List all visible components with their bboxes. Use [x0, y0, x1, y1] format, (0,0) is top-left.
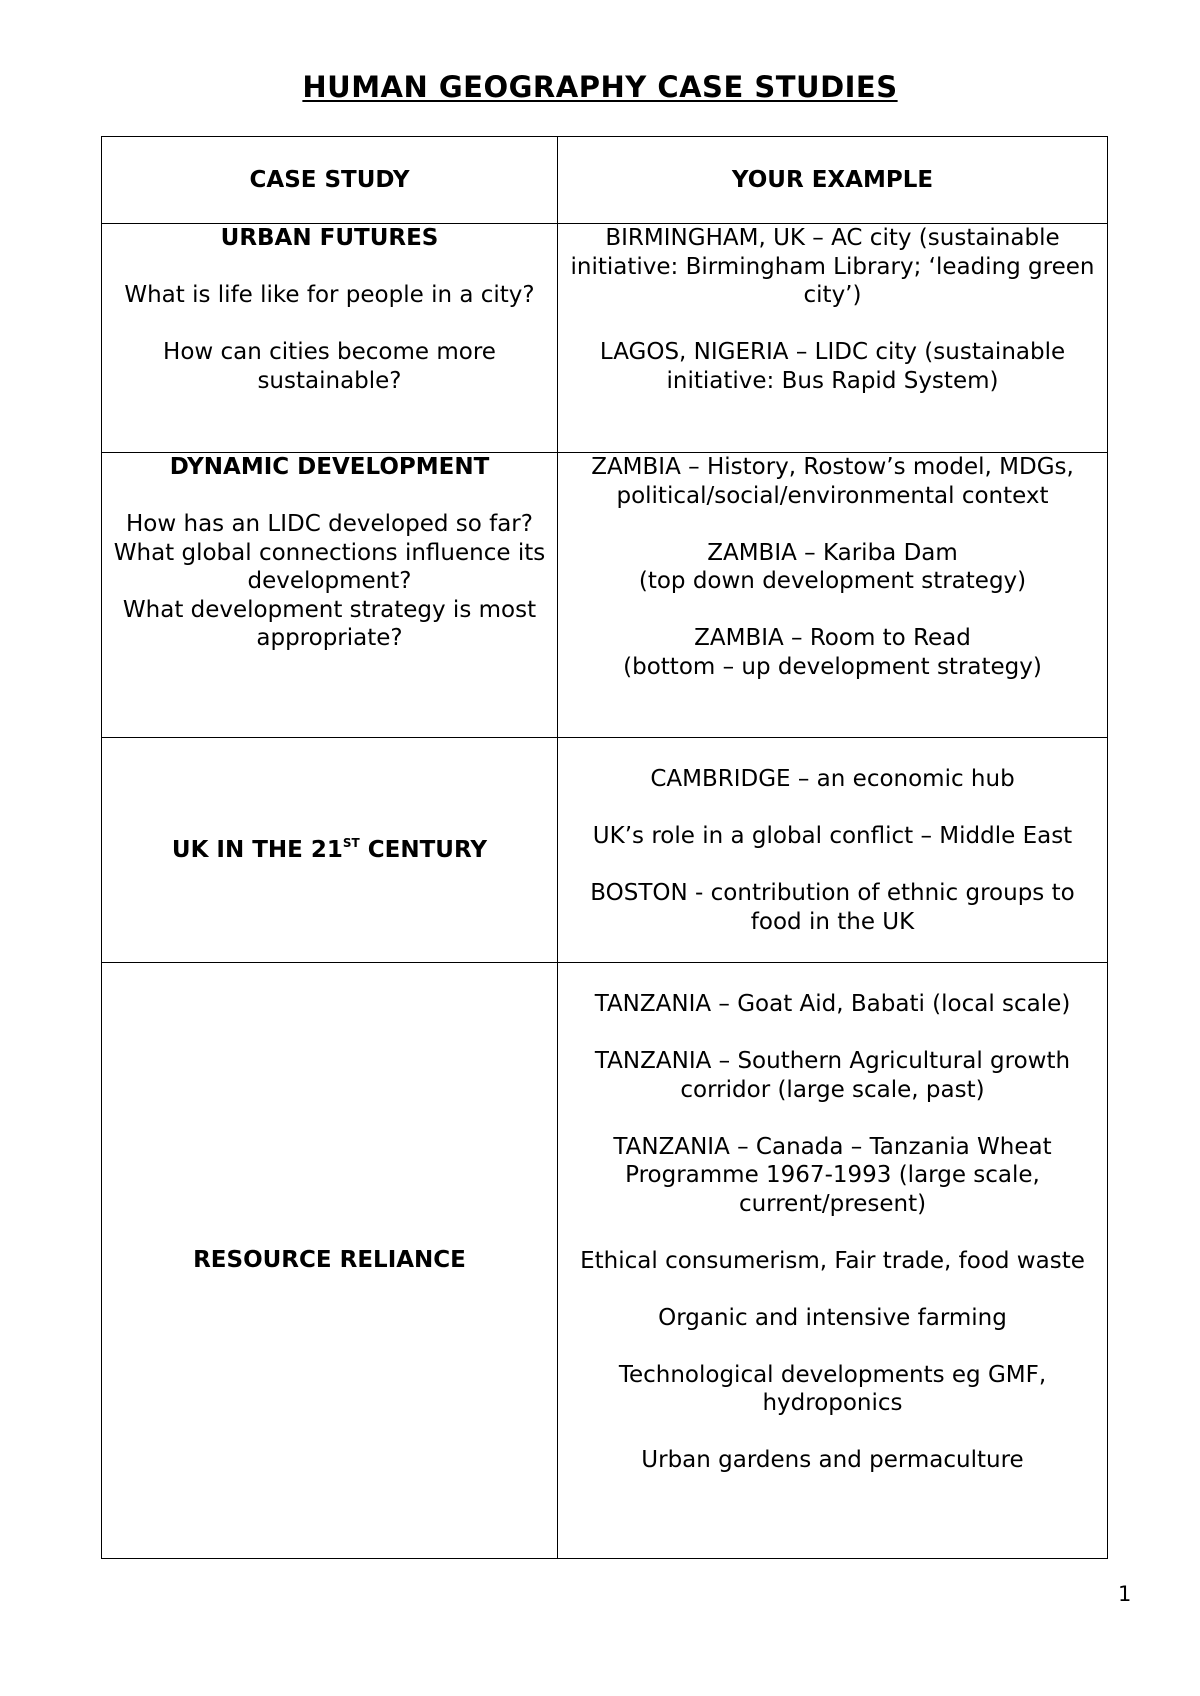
example-cell — [558, 738, 1108, 963]
example-item: BIRMINGHAM, UK – AC city (sustainable initiative: Birmingham Library; ‘leading green city’) — [570, 225, 1095, 308]
case-topic: UK IN THE 21ST CENTURY — [171, 835, 488, 863]
example-item: ZAMBIA – History, Rostow’s model, MDGs, political/social/environmental context — [591, 454, 1074, 509]
case-topic: DYNAMIC DEVELOPMENT — [169, 454, 490, 480]
case-study-cell — [102, 738, 558, 963]
case-study-cell — [102, 963, 558, 1559]
example-note: (top down development strategy) — [638, 568, 1027, 594]
example-item: Urban gardens and permaculture — [641, 1447, 1024, 1473]
table-row — [102, 738, 1108, 963]
example-note: (bottom – up development strategy) — [623, 653, 1042, 680]
example-cell — [558, 224, 1108, 453]
example-item: UK’s role in a global conflict – Middle East — [592, 823, 1073, 849]
table-row — [102, 224, 1108, 453]
example-item: ZAMBIA – Kariba Dam — [707, 539, 958, 566]
example-item: Technological developments eg GMF, hydroponics — [618, 1361, 1047, 1416]
example-item: BOSTON - contribution of ethnic groups to food in the UK — [590, 880, 1075, 935]
case-study-cell — [102, 224, 558, 453]
table-header-row — [102, 137, 1108, 224]
case-topic: URBAN FUTURES — [220, 225, 439, 251]
example-cell — [558, 453, 1108, 738]
case-question: How can cities become more sustainable? — [163, 339, 496, 394]
example-item: Organic and intensive farming — [658, 1304, 1007, 1331]
example-item: ZAMBIA – Room to Read — [694, 625, 971, 651]
example-item: CAMBRIDGE – an economic hub — [650, 766, 1015, 792]
case-question: How has an LIDC developed so far? — [126, 511, 533, 537]
example-cell — [558, 963, 1108, 1559]
header-your-example: YOUR EXAMPLE — [558, 137, 1108, 224]
case-studies-table — [101, 136, 1108, 1559]
case-study-cell — [102, 453, 558, 738]
table-row — [102, 963, 1108, 1559]
page-title: HUMAN GEOGRAPHY CASE STUDIES — [302, 70, 898, 104]
case-question: What is life like for people in a city? — [124, 282, 535, 308]
example-item: TANZANIA – Canada – Tanzania Wheat Programme 1967-1993 (large scale, current/present) — [613, 1133, 1052, 1217]
header-case-study: CASE STUDY — [102, 137, 558, 224]
case-question: What development strategy is most appropriate? — [122, 596, 537, 651]
example-item: TANZANIA – Southern Agricultural growth corridor (large scale, past) — [594, 1048, 1071, 1103]
case-topic: RESOURCE RELIANCE — [193, 1247, 466, 1274]
case-question: What global connections influence its development? — [113, 539, 546, 594]
example-item: TANZANIA – Goat Aid, Babati (local scale) — [594, 991, 1071, 1017]
example-item: Ethical consumerism, Fair trade, food waste — [580, 1247, 1085, 1274]
table-row — [102, 453, 1108, 738]
page-number: 1 — [1118, 1582, 1132, 1606]
example-item: LAGOS, NIGERIA – LIDC city (sustainable initiative: Bus Rapid System) — [599, 339, 1066, 394]
